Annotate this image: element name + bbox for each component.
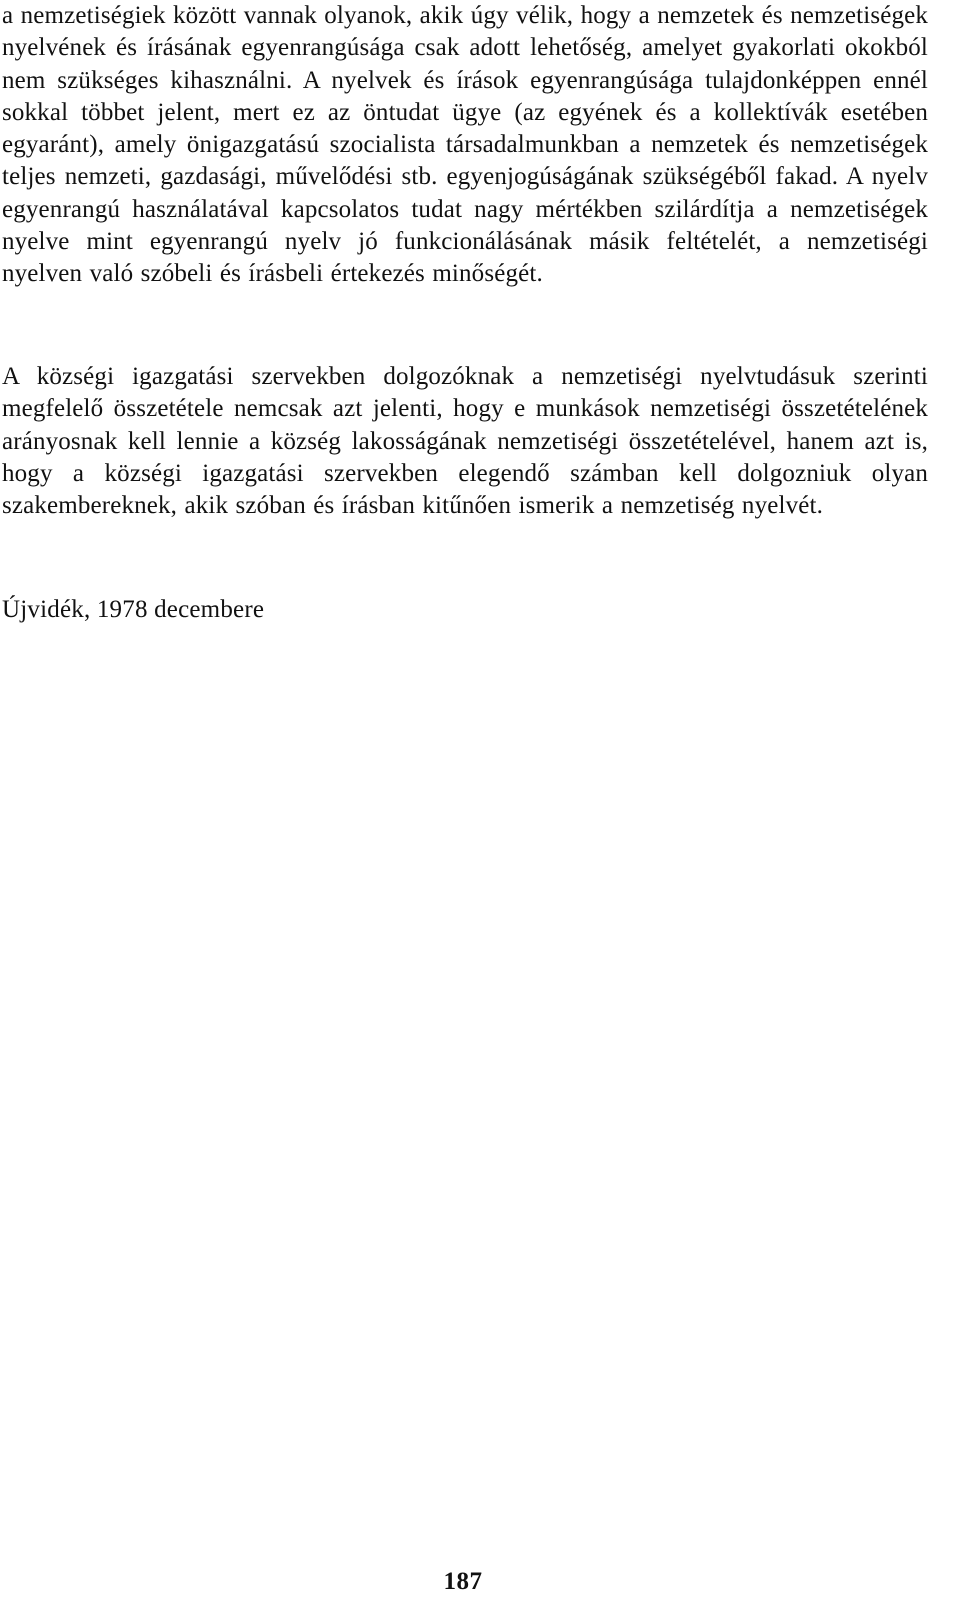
paragraph-block-1 [2,0,928,291]
paragraph-block-2 [2,361,928,522]
dateline: Újvidék, 1978 decembere [2,596,265,623]
body-paragraph-2: A községi igazgatási szervekben dolgozóknak a nemzetiségi nyelvtudásuk szerinti megfelelő összetétele nemcsak azt jelenti, hogy e munkások nemzetiségi összetételének arányosnak kell lennie a község lakosságának nemzetiségi összetételével, hanem azt is, hogy a községi igazgatási szervekben elegendő számban kell dolgozniuk olyan szakembereknek, akik szóban és írásban kitűnően ismerik a nemzetiség nyelvét. [2,363,928,520]
body-paragraph-1: a nemzetiségiek között vannak olyanok, akik úgy vélik, hogy a nemzetek és nemzetiségek nyelvének és írásának egyenrangúsága csak adott lehetőség, amelyet gyakorlati okokból nem szükséges kihasználni. A nyelvek és írások egyenrangúsága tulajdonképpen ennél sokkal többet jelent, mert ez az öntudat ügye (az egyének és a kollektívák esetében egyaránt), amely önigazgatású szocialista társadalmunkban a nemzetek és nemzetiségek teljes nemzeti, gazdasági, művelődési stb. egyenjogúságának szükségéből fakad. A nyelv egyenrangú használatával kapcsolatos tudat nagy mértékben szilárdítja a nemzetiségek nyelve mint egyenrangú nyelv jó funkcionálásának másik feltételét, a nemzetiségi nyelven való szóbeli és írásbeli értekezés minőségét. [2,2,928,288]
page-number: 187 [443,1568,483,1595]
